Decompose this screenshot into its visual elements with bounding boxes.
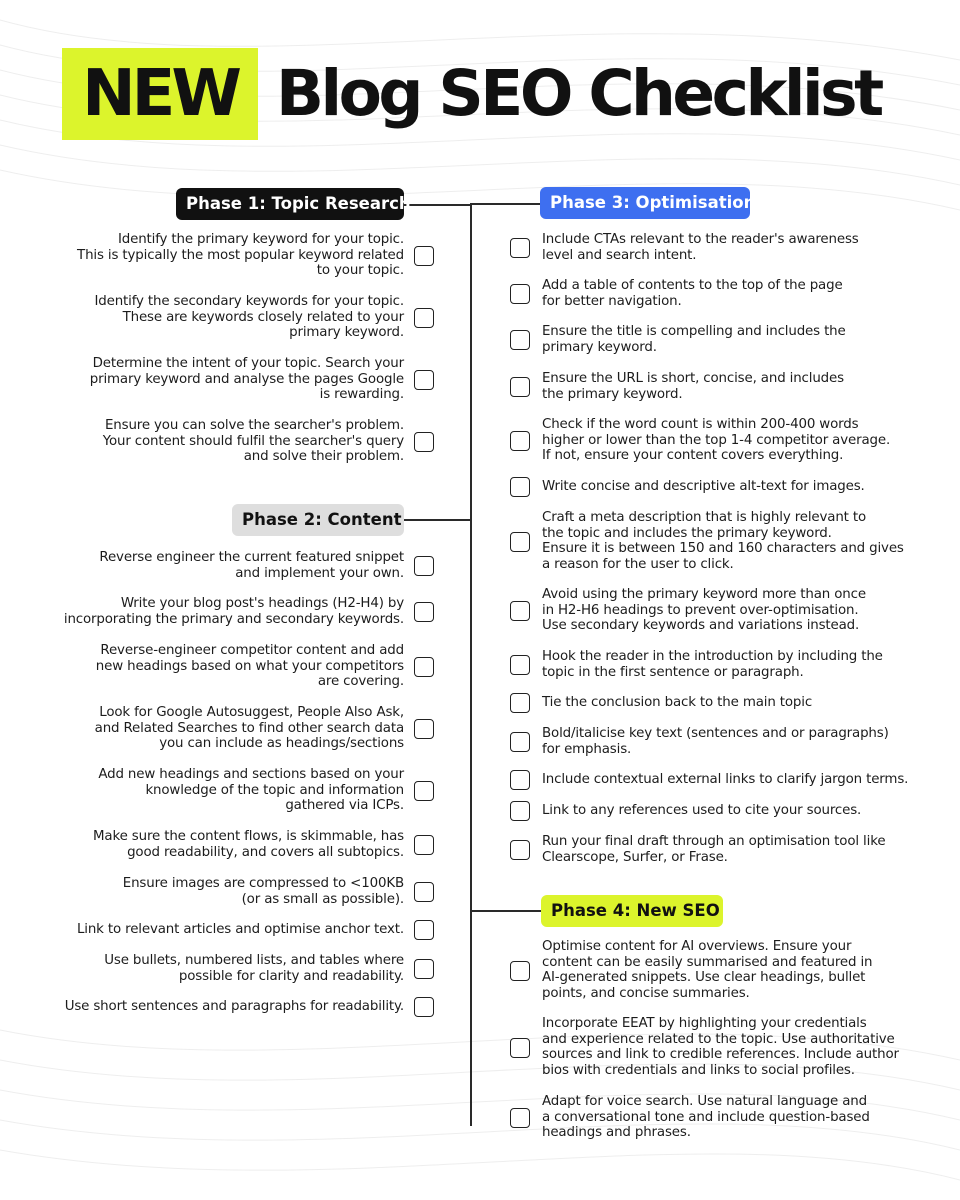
checkbox[interactable] [414, 657, 434, 677]
checkbox[interactable] [414, 835, 434, 855]
checkbox[interactable] [510, 431, 530, 451]
checklist-item [40, 294, 434, 342]
item-text: Link to any references used to cite your sources. [542, 803, 862, 818]
checklist-item [510, 649, 950, 681]
checkbox[interactable] [414, 997, 434, 1017]
item-text: Write your blog post's headings (H2-H4) by incorporating the primary and secondary keywords. [63, 596, 404, 627]
checklist-item [510, 772, 950, 788]
item-text: Identify the primary keyword for your topic. This is typically the most popular keyword related to your topic. [77, 232, 404, 279]
item-text: Avoid using the primary keyword more than once in H2-H6 headings to prevent over-optimisation. Use secondary keywords and variations instead. [542, 587, 866, 634]
item-text: Identify the secondary keywords for your topic. These are keywords closely related to your primary keyword. [94, 294, 404, 341]
checkbox[interactable] [414, 719, 434, 739]
phase-3-heading: Phase 3: Optimisation [540, 187, 750, 219]
connector-phase-2 [404, 519, 470, 521]
checklist-item [40, 596, 434, 628]
item-text: Bold/italicise key text (sentences and or paragraphs) for emphasis. [542, 726, 889, 757]
checklist-item [510, 695, 950, 711]
checklist-item [40, 767, 434, 815]
checklist-item [510, 803, 950, 819]
checklist-item [510, 939, 950, 1002]
checklist-item [40, 953, 434, 985]
checkbox[interactable] [510, 840, 530, 860]
checklist-item [510, 1016, 950, 1079]
item-text: Include contextual external links to clarify jargon terms. [542, 772, 909, 787]
checklist-item [40, 705, 434, 753]
checkbox[interactable] [414, 370, 434, 390]
page-title [62, 48, 942, 140]
checklist-item [510, 510, 950, 573]
item-text: Add new headings and sections based on your knowledge of the topic and information gathered via ICPs. [98, 767, 404, 814]
checkbox[interactable] [510, 1108, 530, 1128]
checklist-item [510, 726, 950, 758]
connector-phase-1 [404, 204, 470, 206]
checkbox[interactable] [510, 377, 530, 397]
checkbox[interactable] [510, 1038, 530, 1058]
checkbox[interactable] [414, 556, 434, 576]
checkbox[interactable] [510, 770, 530, 790]
checklist-item [40, 418, 434, 466]
item-text: Ensure you can solve the searcher's problem. Your content should fulfil the searcher's query and solve their problem. [102, 418, 404, 465]
checklist-item [40, 876, 434, 908]
item-text: Incorporate EEAT by highlighting your credentials and experience related to the topic. Use authoritative sources and link to credible references. Include author bios with credentials and links to social profiles. [542, 1016, 899, 1078]
checklist-item [510, 1094, 950, 1142]
checkbox[interactable] [510, 284, 530, 304]
checkbox[interactable] [510, 801, 530, 821]
checklist-item [40, 356, 434, 404]
checkbox[interactable] [414, 246, 434, 266]
item-text: Reverse engineer the current featured snippet and implement your own. [99, 550, 404, 581]
checkbox[interactable] [414, 432, 434, 452]
checklist-item [40, 922, 434, 938]
checklist-item [40, 643, 434, 691]
checkbox[interactable] [510, 693, 530, 713]
checkbox[interactable] [510, 330, 530, 350]
item-text: Reverse-engineer competitor content and add new headings based on what your competitors are covering. [95, 643, 404, 690]
timeline-line [470, 204, 472, 1126]
checkbox[interactable] [414, 781, 434, 801]
phase-2-heading: Phase 2: Content [232, 504, 404, 536]
item-text: Link to relevant articles and optimise anchor text. [76, 922, 404, 937]
checklist-item [40, 550, 434, 582]
checkbox[interactable] [414, 602, 434, 622]
checklist-item [510, 479, 950, 495]
checklist-item [510, 371, 950, 403]
connector-phase-4 [470, 910, 541, 912]
checkbox[interactable] [510, 532, 530, 552]
checkbox[interactable] [510, 601, 530, 621]
item-text: Make sure the content flows, is skimmable, has good readability, and covers all subtopics. [93, 829, 404, 860]
item-text: Add a table of contents to the top of the page for better navigation. [542, 278, 843, 309]
checkbox[interactable] [510, 477, 530, 497]
checkbox[interactable] [510, 732, 530, 752]
checkbox[interactable] [510, 961, 530, 981]
checkbox[interactable] [510, 238, 530, 258]
checklist-item [510, 278, 950, 310]
phase-4-heading: Phase 4: New SEO [541, 895, 723, 927]
checkbox[interactable] [414, 920, 434, 940]
item-text: Look for Google Autosuggest, People Also Ask, and Related Searches to find other search data you can include as headings/sections [94, 705, 404, 752]
checklist-item [510, 232, 950, 264]
checklist-item [510, 834, 950, 866]
item-text: Write concise and descriptive alt-text for images. [542, 479, 865, 494]
title-text: Blog SEO Checklist [276, 57, 881, 130]
item-text: Run your final draft through an optimisation tool like Clearscope, Surfer, or Frase. [542, 834, 886, 865]
item-text: Include CTAs relevant to the reader's awareness level and search intent. [542, 232, 859, 263]
connector-phase-3 [470, 203, 540, 205]
title-highlight-text: NEW [82, 57, 238, 131]
checklist-item [510, 324, 950, 356]
item-text: Tie the conclusion back to the main topic [542, 695, 813, 710]
item-text: Determine the intent of your topic. Search your primary keyword and analyse the pages Google is rewarding. [89, 356, 404, 403]
item-text: Use bullets, numbered lists, and tables where possible for clarity and readability. [104, 953, 404, 984]
checklist-item [40, 232, 434, 280]
checkbox[interactable] [414, 308, 434, 328]
item-text: Ensure the URL is short, concise, and includes the primary keyword. [542, 371, 844, 402]
checkbox[interactable] [414, 882, 434, 902]
checkbox[interactable] [510, 655, 530, 675]
checklist-item [510, 587, 950, 635]
item-text: Optimise content for AI overviews. Ensure your content can be easily summarised and featured in AI-generated snippets. Use clear headings, bullet points, and concise summaries. [542, 939, 873, 1001]
checklist-item [510, 417, 950, 465]
item-text: Hook the reader in the introduction by including the topic in the first sentence or paragraph. [542, 649, 883, 680]
checkbox[interactable] [414, 959, 434, 979]
item-text: Adapt for voice search. Use natural language and a conversational tone and include question-based headings and phrases. [542, 1094, 870, 1141]
item-text: Check if the word count is within 200-400 words higher or lower than the top 1-4 competitor average. If not, ensure your content covers everything. [542, 417, 891, 464]
item-text: Craft a meta description that is highly relevant to the topic and includes the primary keyword. Ensure it is between 150 and 160 characters and gives a reason for the user to click. [542, 510, 904, 572]
checklist-item [40, 999, 434, 1015]
item-text: Ensure images are compressed to <100KB (or as small as possible). [122, 876, 404, 907]
item-text: Use short sentences and paragraphs for readability. [64, 999, 404, 1014]
item-text: Ensure the title is compelling and includes the primary keyword. [542, 324, 846, 355]
phase-1-heading: Phase 1: Topic Research [176, 188, 404, 220]
checklist-item [40, 829, 434, 861]
